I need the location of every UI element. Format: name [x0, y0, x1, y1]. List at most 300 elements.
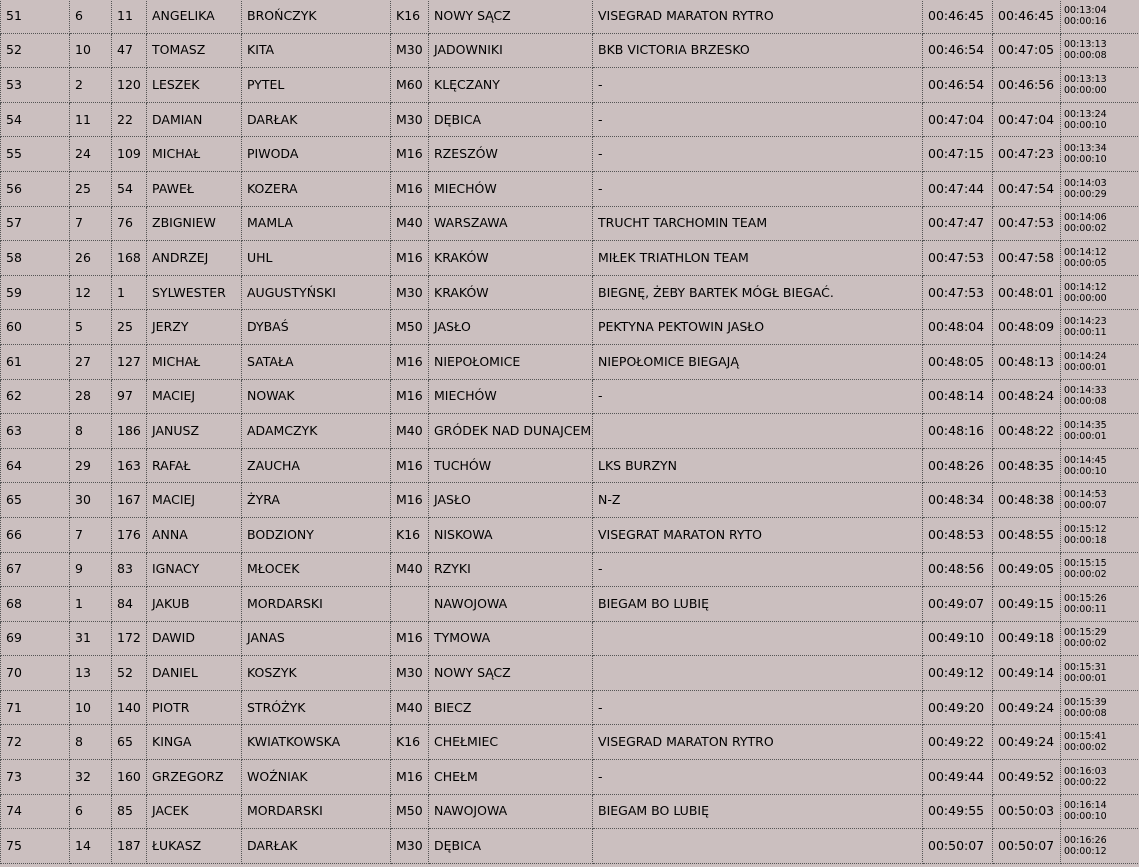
split-difference: 00:00:01: [1064, 673, 1107, 685]
table-row: [1, 33, 1139, 68]
split-time: 00:13:24: [1064, 108, 1107, 120]
place-cell: 51: [1, 0, 70, 33]
split-difference: 00:00:08: [1064, 396, 1107, 408]
category-cell: M30: [391, 829, 429, 864]
bib-number-cell: 25: [112, 310, 147, 345]
split-time: 00:14:53: [1064, 489, 1107, 501]
place-cell: 65: [1, 483, 70, 518]
split-times-cell: [1061, 379, 1139, 414]
category-cell: M60: [391, 68, 429, 103]
split-time: 00:15:29: [1064, 627, 1107, 639]
city-cell: CHEŁM: [429, 760, 593, 795]
club-cell: MIŁEK TRIATHLON TEAM: [593, 241, 923, 276]
first-name-cell: MICHAŁ: [147, 137, 242, 172]
split-time: 00:14:12: [1064, 246, 1107, 258]
table-row: [1, 760, 1139, 795]
place-cell: 68: [1, 587, 70, 622]
first-name-cell: RAFAŁ: [147, 448, 242, 483]
place-cell: 67: [1, 552, 70, 587]
split-difference: 00:00:11: [1064, 603, 1107, 615]
first-name-cell: SYLWESTER: [147, 275, 242, 310]
table-row: [1, 483, 1139, 518]
split-times-cell: [1061, 137, 1139, 172]
split-times-cell: [1061, 310, 1139, 345]
table-row: [1, 656, 1139, 691]
place-cell: 57: [1, 206, 70, 241]
first-name-cell: JANUSZ: [147, 414, 242, 449]
split-difference: 00:00:00: [1064, 84, 1107, 96]
split-time: 00:16:14: [1064, 800, 1107, 812]
bib-number-cell: 54: [112, 171, 147, 206]
net-time-cell: 00:48:16: [923, 414, 993, 449]
last-name-cell: BROŃCZYK: [242, 0, 391, 33]
first-name-cell: MACIEJ: [147, 379, 242, 414]
table-row: [1, 241, 1139, 276]
city-cell: BIECZ: [429, 690, 593, 725]
gross-time-cell: 00:49:05: [993, 552, 1061, 587]
city-cell: RZYKI: [429, 552, 593, 587]
city-cell: JASŁO: [429, 310, 593, 345]
table-row: [1, 552, 1139, 587]
category-place-cell: 1: [70, 587, 112, 622]
split-time: 00:16:03: [1064, 765, 1107, 777]
club-cell: BIEGAM BO LUBIĘ: [593, 794, 923, 829]
first-name-cell: JERZY: [147, 310, 242, 345]
first-name-cell: ANNA: [147, 517, 242, 552]
split-time: 00:13:34: [1064, 143, 1107, 155]
bib-number-cell: 47: [112, 33, 147, 68]
last-name-cell: MORDARSKI: [242, 587, 391, 622]
last-name-cell: PYTEL: [242, 68, 391, 103]
category-cell: M40: [391, 206, 429, 241]
category-place-cell: 10: [70, 690, 112, 725]
place-cell: 74: [1, 794, 70, 829]
bib-number-cell: 127: [112, 344, 147, 379]
category-cell: [391, 587, 429, 622]
category-cell: M30: [391, 33, 429, 68]
bib-number-cell: 76: [112, 206, 147, 241]
split-time: 00:15:39: [1064, 696, 1107, 708]
net-time-cell: 00:48:04: [923, 310, 993, 345]
gross-time-cell: 00:47:23: [993, 137, 1061, 172]
split-time: 00:15:15: [1064, 558, 1107, 570]
category-place-cell: 2: [70, 68, 112, 103]
gross-time-cell: 00:48:22: [993, 414, 1061, 449]
category-cell: M30: [391, 656, 429, 691]
last-name-cell: MORDARSKI: [242, 794, 391, 829]
city-cell: MIECHÓW: [429, 171, 593, 206]
club-cell: [593, 656, 923, 691]
city-cell: TUCHÓW: [429, 448, 593, 483]
place-cell: 54: [1, 102, 70, 137]
split-time: 00:14:45: [1064, 454, 1107, 466]
bib-number-cell: 172: [112, 621, 147, 656]
table-row: [1, 448, 1139, 483]
place-cell: 62: [1, 379, 70, 414]
category-cell: M50: [391, 310, 429, 345]
bib-number-cell: 140: [112, 690, 147, 725]
split-difference: 00:00:00: [1064, 292, 1107, 304]
place-cell: 63: [1, 414, 70, 449]
split-times-cell: [1061, 33, 1139, 68]
first-name-cell: ŁUKASZ: [147, 829, 242, 864]
bib-number-cell: 167: [112, 483, 147, 518]
category-cell: M16: [391, 448, 429, 483]
club-cell: [593, 829, 923, 864]
split-difference: 00:00:10: [1064, 154, 1107, 166]
table-row: [1, 310, 1139, 345]
net-time-cell: 00:49:44: [923, 760, 993, 795]
first-name-cell: DAMIAN: [147, 102, 242, 137]
gross-time-cell: 00:48:35: [993, 448, 1061, 483]
gross-time-cell: 00:49:52: [993, 760, 1061, 795]
city-cell: KRAKÓW: [429, 275, 593, 310]
split-time: 00:15:12: [1064, 523, 1107, 535]
place-cell: 71: [1, 690, 70, 725]
club-cell: VISEGRAT MARATON RYTO: [593, 517, 923, 552]
split-time: 00:13:13: [1064, 73, 1107, 85]
net-time-cell: 00:49:22: [923, 725, 993, 760]
place-cell: 53: [1, 68, 70, 103]
table-row: [1, 379, 1139, 414]
category-place-cell: 11: [70, 102, 112, 137]
net-time-cell: 00:48:56: [923, 552, 993, 587]
club-cell: -: [593, 552, 923, 587]
first-name-cell: KINGA: [147, 725, 242, 760]
bib-number-cell: 160: [112, 760, 147, 795]
place-cell: 61: [1, 344, 70, 379]
first-name-cell: ZBIGNIEW: [147, 206, 242, 241]
club-cell: -: [593, 137, 923, 172]
split-difference: 00:00:10: [1064, 811, 1107, 823]
net-time-cell: 00:49:55: [923, 794, 993, 829]
net-time-cell: 00:48:05: [923, 344, 993, 379]
category-place-cell: 32: [70, 760, 112, 795]
table-row: [1, 587, 1139, 622]
split-times-cell: [1061, 552, 1139, 587]
gross-time-cell: 00:50:07: [993, 829, 1061, 864]
category-cell: M40: [391, 552, 429, 587]
category-cell: M16: [391, 171, 429, 206]
net-time-cell: 00:46:54: [923, 68, 993, 103]
place-cell: 75: [1, 829, 70, 864]
split-time: 00:16:26: [1064, 835, 1107, 847]
split-times-cell: [1061, 102, 1139, 137]
place-cell: 60: [1, 310, 70, 345]
place-cell: 59: [1, 275, 70, 310]
net-time-cell: 00:47:47: [923, 206, 993, 241]
split-times-cell: [1061, 690, 1139, 725]
place-cell: 52: [1, 33, 70, 68]
first-name-cell: DANIEL: [147, 656, 242, 691]
net-time-cell: 00:48:34: [923, 483, 993, 518]
city-cell: NOWY SĄCZ: [429, 0, 593, 33]
gross-time-cell: 00:49:24: [993, 690, 1061, 725]
split-time: 00:15:31: [1064, 662, 1107, 674]
club-cell: LKS BURZYN: [593, 448, 923, 483]
category-cell: M16: [391, 760, 429, 795]
split-times-cell: [1061, 206, 1139, 241]
gross-time-cell: 00:47:58: [993, 241, 1061, 276]
category-place-cell: 25: [70, 171, 112, 206]
place-cell: 58: [1, 241, 70, 276]
first-name-cell: JACEK: [147, 794, 242, 829]
bib-number-cell: 187: [112, 829, 147, 864]
net-time-cell: 00:49:12: [923, 656, 993, 691]
city-cell: NIEPOŁOMICE: [429, 344, 593, 379]
last-name-cell: DYBAŚ: [242, 310, 391, 345]
table-row: [1, 275, 1139, 310]
split-times-cell: [1061, 760, 1139, 795]
place-cell: 73: [1, 760, 70, 795]
club-cell: NIEPOŁOMICE BIEGAJĄ: [593, 344, 923, 379]
split-times-cell: [1061, 344, 1139, 379]
split-difference: 00:00:02: [1064, 223, 1107, 235]
split-difference: 00:00:02: [1064, 638, 1107, 650]
split-difference: 00:00:07: [1064, 500, 1107, 512]
split-difference: 00:00:16: [1064, 15, 1107, 27]
last-name-cell: SATAŁA: [242, 344, 391, 379]
city-cell: JASŁO: [429, 483, 593, 518]
split-times-cell: [1061, 725, 1139, 760]
category-place-cell: 8: [70, 725, 112, 760]
gross-time-cell: 00:47:04: [993, 102, 1061, 137]
net-time-cell: 00:48:14: [923, 379, 993, 414]
table-row: [1, 68, 1139, 103]
category-place-cell: 28: [70, 379, 112, 414]
category-place-cell: 7: [70, 206, 112, 241]
first-name-cell: GRZEGORZ: [147, 760, 242, 795]
split-difference: 00:00:08: [1064, 50, 1107, 62]
split-difference: 00:00:18: [1064, 534, 1107, 546]
split-difference: 00:00:05: [1064, 257, 1107, 269]
last-name-cell: DARŁAK: [242, 829, 391, 864]
table-row: [1, 621, 1139, 656]
net-time-cell: 00:49:07: [923, 587, 993, 622]
gross-time-cell: 00:48:55: [993, 517, 1061, 552]
club-cell: -: [593, 690, 923, 725]
split-times-cell: [1061, 414, 1139, 449]
net-time-cell: 00:49:10: [923, 621, 993, 656]
split-difference: 00:00:11: [1064, 327, 1107, 339]
club-cell: BIEGNĘ, ŻEBY BARTEK MÓGŁ BIEGAĆ.: [593, 275, 923, 310]
first-name-cell: ANGELIKA: [147, 0, 242, 33]
split-difference: 00:00:02: [1064, 742, 1107, 754]
club-cell: -: [593, 379, 923, 414]
club-cell: TRUCHT TARCHOMIN TEAM: [593, 206, 923, 241]
net-time-cell: 00:50:07: [923, 829, 993, 864]
last-name-cell: PIWODA: [242, 137, 391, 172]
category-cell: K16: [391, 0, 429, 33]
gross-time-cell: 00:47:54: [993, 171, 1061, 206]
split-time: 00:13:13: [1064, 39, 1107, 51]
first-name-cell: LESZEK: [147, 68, 242, 103]
bib-number-cell: 85: [112, 794, 147, 829]
results-body: [1, 0, 1139, 863]
bib-number-cell: 163: [112, 448, 147, 483]
last-name-cell: ZAUCHA: [242, 448, 391, 483]
last-name-cell: JANAS: [242, 621, 391, 656]
city-cell: KRAKÓW: [429, 241, 593, 276]
split-times-cell: [1061, 275, 1139, 310]
city-cell: CHEŁMIEC: [429, 725, 593, 760]
club-cell: VISEGRAD MARATON RYTRO: [593, 0, 923, 33]
category-cell: M16: [391, 241, 429, 276]
split-times-cell: [1061, 483, 1139, 518]
net-time-cell: 00:48:53: [923, 517, 993, 552]
city-cell: NISKOWA: [429, 517, 593, 552]
category-place-cell: 31: [70, 621, 112, 656]
first-name-cell: MICHAŁ: [147, 344, 242, 379]
category-place-cell: 7: [70, 517, 112, 552]
bib-number-cell: 97: [112, 379, 147, 414]
place-cell: 66: [1, 517, 70, 552]
last-name-cell: BODZIONY: [242, 517, 391, 552]
gross-time-cell: 00:49:18: [993, 621, 1061, 656]
split-times-cell: [1061, 587, 1139, 622]
table-row: [1, 206, 1139, 241]
gross-time-cell: 00:47:05: [993, 33, 1061, 68]
last-name-cell: MAMLA: [242, 206, 391, 241]
net-time-cell: 00:49:20: [923, 690, 993, 725]
category-cell: M16: [391, 344, 429, 379]
category-place-cell: 14: [70, 829, 112, 864]
place-cell: 64: [1, 448, 70, 483]
club-cell: BKB VICTORIA BRZESKO: [593, 33, 923, 68]
split-time: 00:15:41: [1064, 731, 1107, 743]
gross-time-cell: 00:46:45: [993, 0, 1061, 33]
club-cell: -: [593, 171, 923, 206]
gross-time-cell: 00:50:03: [993, 794, 1061, 829]
category-cell: K16: [391, 725, 429, 760]
club-cell: BIEGAM BO LUBIĘ: [593, 587, 923, 622]
bib-number-cell: 83: [112, 552, 147, 587]
city-cell: NAWOJOWA: [429, 587, 593, 622]
split-times-cell: [1061, 829, 1139, 864]
split-difference: 00:00:10: [1064, 465, 1107, 477]
split-times-cell: [1061, 68, 1139, 103]
club-cell: N-Z: [593, 483, 923, 518]
category-place-cell: 5: [70, 310, 112, 345]
split-time: 00:14:12: [1064, 281, 1107, 293]
net-time-cell: 00:46:54: [923, 33, 993, 68]
category-cell: M16: [391, 483, 429, 518]
first-name-cell: PAWEŁ: [147, 171, 242, 206]
split-time: 00:13:04: [1064, 4, 1107, 16]
place-cell: 70: [1, 656, 70, 691]
city-cell: DĘBICA: [429, 102, 593, 137]
last-name-cell: KWIATKOWSKA: [242, 725, 391, 760]
split-times-cell: [1061, 0, 1139, 33]
table-row: [1, 690, 1139, 725]
club-cell: -: [593, 760, 923, 795]
gross-time-cell: 00:46:56: [993, 68, 1061, 103]
gross-time-cell: 00:49:15: [993, 587, 1061, 622]
net-time-cell: 00:47:53: [923, 241, 993, 276]
net-time-cell: 00:46:45: [923, 0, 993, 33]
first-name-cell: JAKUB: [147, 587, 242, 622]
last-name-cell: NOWAK: [242, 379, 391, 414]
city-cell: WARSZAWA: [429, 206, 593, 241]
split-times-cell: [1061, 621, 1139, 656]
first-name-cell: DAWID: [147, 621, 242, 656]
table-row: [1, 171, 1139, 206]
city-cell: GRÓDEK NAD DUNAJCEM: [429, 414, 593, 449]
split-time: 00:14:03: [1064, 177, 1107, 189]
city-cell: TYMOWA: [429, 621, 593, 656]
last-name-cell: DARŁAK: [242, 102, 391, 137]
net-time-cell: 00:48:26: [923, 448, 993, 483]
place-cell: 72: [1, 725, 70, 760]
split-times-cell: [1061, 517, 1139, 552]
category-cell: M30: [391, 275, 429, 310]
split-difference: 00:00:02: [1064, 569, 1107, 581]
split-time: 00:14:33: [1064, 385, 1107, 397]
category-place-cell: 29: [70, 448, 112, 483]
category-cell: M40: [391, 414, 429, 449]
table-row: [1, 517, 1139, 552]
last-name-cell: STRÓŻYK: [242, 690, 391, 725]
gross-time-cell: 00:48:13: [993, 344, 1061, 379]
bib-number-cell: 186: [112, 414, 147, 449]
last-name-cell: MŁOCEK: [242, 552, 391, 587]
split-difference: 00:00:01: [1064, 361, 1107, 373]
place-cell: 69: [1, 621, 70, 656]
split-difference: 00:00:29: [1064, 188, 1107, 200]
city-cell: NOWY SĄCZ: [429, 656, 593, 691]
category-place-cell: 6: [70, 0, 112, 33]
bib-number-cell: 109: [112, 137, 147, 172]
bib-number-cell: 120: [112, 68, 147, 103]
city-cell: KLĘCZANY: [429, 68, 593, 103]
split-difference: 00:00:12: [1064, 846, 1107, 858]
category-place-cell: 26: [70, 241, 112, 276]
split-difference: 00:00:08: [1064, 707, 1107, 719]
last-name-cell: KOSZYK: [242, 656, 391, 691]
city-cell: RZESZÓW: [429, 137, 593, 172]
category-place-cell: 10: [70, 33, 112, 68]
category-cell: M50: [391, 794, 429, 829]
bib-number-cell: 84: [112, 587, 147, 622]
gross-time-cell: 00:49:14: [993, 656, 1061, 691]
gross-time-cell: 00:47:53: [993, 206, 1061, 241]
split-times-cell: [1061, 656, 1139, 691]
split-time: 00:14:06: [1064, 212, 1107, 224]
table-row: [1, 344, 1139, 379]
gross-time-cell: 00:48:01: [993, 275, 1061, 310]
category-cell: M16: [391, 137, 429, 172]
gross-time-cell: 00:48:09: [993, 310, 1061, 345]
club-cell: [593, 621, 923, 656]
category-cell: M30: [391, 102, 429, 137]
first-name-cell: PIOTR: [147, 690, 242, 725]
club-cell: -: [593, 68, 923, 103]
split-times-cell: [1061, 241, 1139, 276]
table-row: [1, 725, 1139, 760]
last-name-cell: WOŹNIAK: [242, 760, 391, 795]
split-time: 00:14:35: [1064, 419, 1107, 431]
gross-time-cell: 00:48:38: [993, 483, 1061, 518]
first-name-cell: MACIEJ: [147, 483, 242, 518]
net-time-cell: 00:47:53: [923, 275, 993, 310]
split-time: 00:15:26: [1064, 592, 1107, 604]
bib-number-cell: 176: [112, 517, 147, 552]
club-cell: PEKTYNA PEKTOWIN JASŁO: [593, 310, 923, 345]
club-cell: [593, 414, 923, 449]
city-cell: DĘBICA: [429, 829, 593, 864]
category-place-cell: 13: [70, 656, 112, 691]
category-cell: M16: [391, 621, 429, 656]
